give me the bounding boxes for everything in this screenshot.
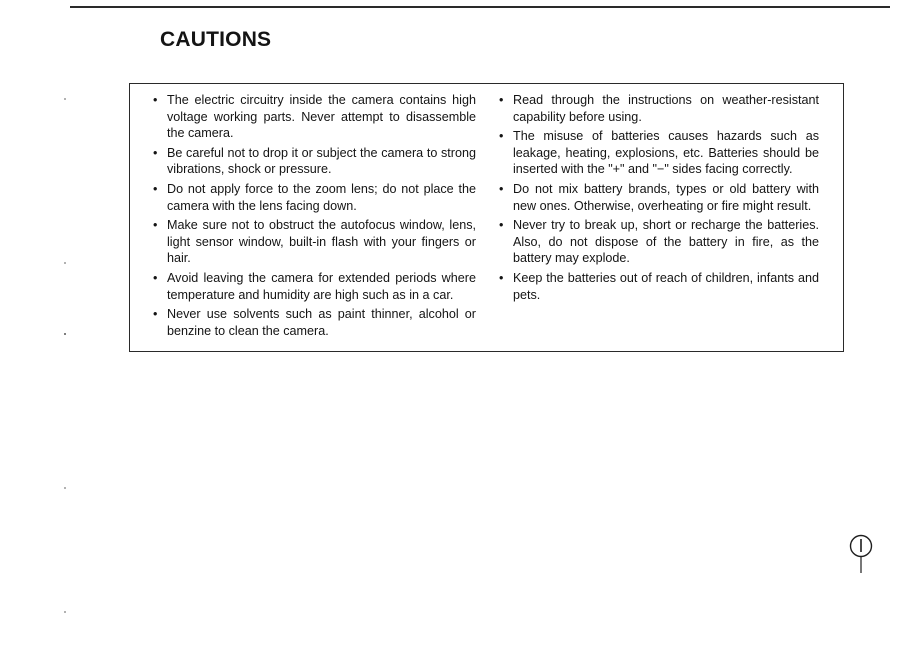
- exclamation-circle-icon: [848, 533, 874, 575]
- caution-item: • Do not apply force to the zoom lens; do not place the camera with the lens facing down.: [151, 181, 476, 214]
- caution-item: • Do not mix battery brands, types or old battery with new ones. Otherwise, overheating or fire might result.: [497, 181, 819, 214]
- page-title: CAUTIONS: [160, 28, 272, 51]
- cautions-left-column: [151, 92, 476, 342]
- scan-speck: [64, 262, 66, 264]
- scan-speck: [64, 487, 66, 489]
- cautions-box: [129, 83, 844, 352]
- caution-item: • Make sure not to obstruct the autofocus window, lens, light sensor window, built-in flash with your fingers or hair.: [151, 217, 476, 267]
- top-rule: [70, 6, 890, 8]
- caution-item: • Keep the batteries out of reach of children, infants and pets.: [497, 270, 819, 303]
- caution-item: • Be careful not to drop it or subject the camera to strong vibrations, shock or pressure.: [151, 145, 476, 178]
- caution-item: • The misuse of batteries causes hazards such as leakage, heating, explosions, etc. Batteries should be inserted with the "+" and "−" sides facing correctly.: [497, 128, 819, 178]
- cautions-right-column: [497, 92, 819, 306]
- caution-item: • The electric circuitry inside the camera contains high voltage working parts. Never attempt to disassemble the camera.: [151, 92, 476, 142]
- caution-item: • Read through the instructions on weather-resistant capability before using.: [497, 92, 819, 125]
- caution-item: • Avoid leaving the camera for extended periods where temperature and humidity are high such as in a car.: [151, 270, 476, 303]
- scan-speck: [64, 98, 66, 100]
- caution-item: • Never try to break up, short or recharge the batteries. Also, do not dispose of the battery in fire, as the battery may explode.: [497, 217, 819, 267]
- scan-speck: [64, 611, 66, 613]
- caution-item: • Never use solvents such as paint thinner, alcohol or benzine to clean the camera.: [151, 306, 476, 339]
- scan-speck: [64, 333, 66, 335]
